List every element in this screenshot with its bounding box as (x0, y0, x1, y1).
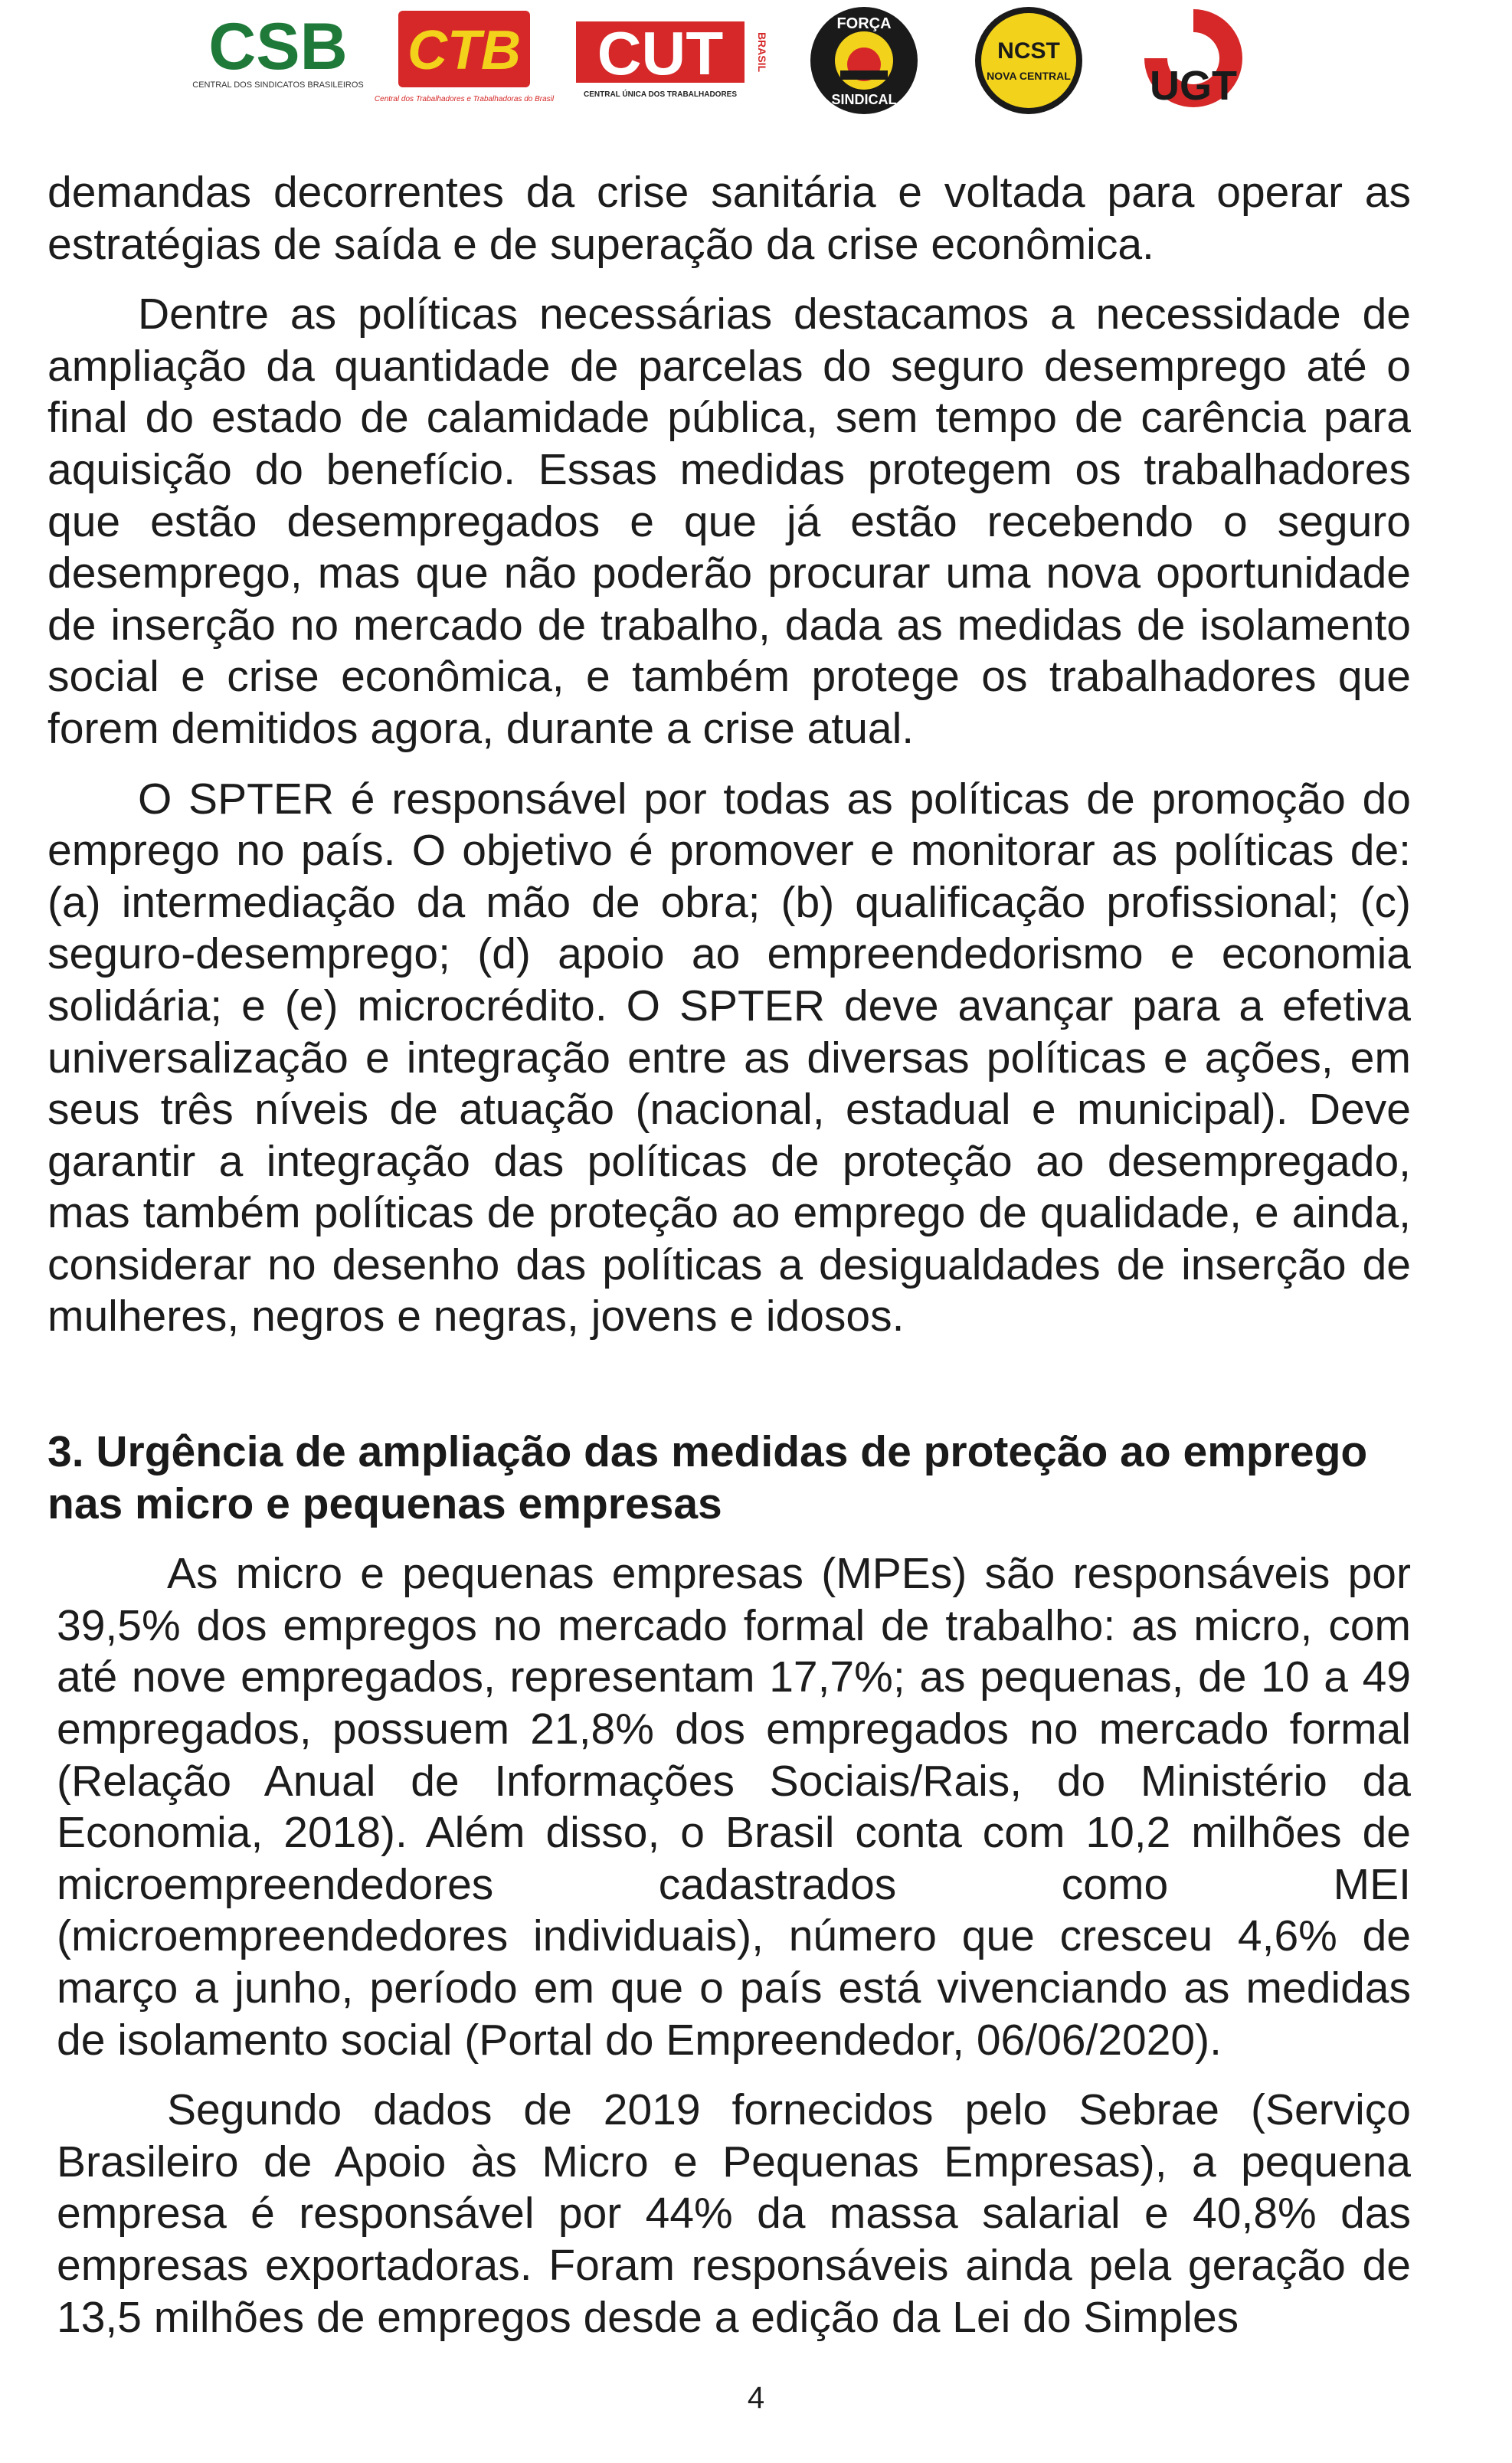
ugt-logo (1132, 5, 1255, 112)
forca-logo-top-text: FORÇA (836, 15, 892, 32)
ncst-logo-subtitle: NOVA CENTRAL (987, 70, 1071, 82)
ctb-logo-subtitle: Central dos Trabalhadores e Trabalhadoras do Brasil (374, 95, 555, 103)
csb-logo-subtitle: CENTRAL DOS SINDICATOS BRASILEIROS (192, 80, 364, 90)
csb-logo-text: CSB (208, 10, 348, 84)
ctb-logo (374, 9, 555, 116)
ncst-logo (971, 3, 1086, 118)
paragraph-seguro-desemprego: Dentre as políticas necessárias destacamos a necessidade de ampliação da quantidade de parcelas do seguro desemprego até o final do estado de calamidade pública, sem tempo de carência para aquisição do benefício. Essas medidas protegem os trabalhadores que estão desempregados e que já estão recebendo o seguro desemprego, mas que não poderão procurar uma nova oportunidade de inserção no mercado de trabalho, dada as medidas de isolamento social e crise econômica, e também protege os trabalhadores que forem demitidos agora, durante a crise atual. (47, 290, 1411, 753)
ctb-logo-text: CTB (407, 20, 521, 81)
forca-logo-bottom-text: SINDICAL (831, 92, 897, 107)
cut-logo (576, 17, 767, 109)
document-body (47, 167, 1411, 1343)
paragraph-spter: O SPTER é responsável por todas as políticas de promoção do emprego no país. O objetivo é promover e monitorar as políticas de: (a) intermediação da mão de obra; (b) qualificação profissional; (c) seguro-desemprego; (d) apoio ao empreendedorismo e economia solidária; e (e) microcrédito. O SPTER deve avançar para a efetiva universalização e integração entre as diversas políticas e ações, em seus três níveis de atuação (nacional, estadual e municipal). Deve garantir a integração das políticas de proteção ao desempregado, mas também políticas de proteção ao emprego de qualidade, e ainda, considerar no desenho das políticas a desigualdades de inserção de mulheres, negros e negras, jovens e idosos. (47, 774, 1411, 1341)
ncst-logo-text: NCST (997, 38, 1060, 64)
union-logos-header (0, 0, 1512, 130)
section-3 (47, 1426, 1411, 2343)
cut-logo-subtitle: CENTRAL ÚNICA DOS TRABALHADORES (584, 90, 737, 99)
forca-sindical-logo (807, 3, 921, 118)
cut-logo-side-text: BRASIL (756, 31, 768, 73)
cut-logo-text: CUT (597, 19, 724, 87)
ugt-logo-text: UGT (1150, 63, 1237, 109)
paragraph-sebrae: Segundo dados de 2019 fornecidos pelo Sebrae (Serviço Brasileiro de Apoio às Micro e Pequenas Empresas), a pequena empresa é responsável por 44% da massa salarial e 40,8% das empresas exportadoras. Foram responsáveis ainda pela geração de 13,5 milhões de empregos desde a edição da Lei do Simples (57, 2085, 1411, 2342)
section-heading: 3. Urgência de ampliação das medidas de proteção ao emprego nas micro e pequenas empresas (47, 1427, 1368, 1528)
csb-logo (192, 10, 364, 109)
page-number: 4 (747, 2381, 765, 2415)
paragraph-continuation: demandas decorrentes da crise sanitária e voltada para operar as estratégias de saída e de superação da crise econômica. (47, 168, 1411, 269)
paragraph-mpes: As micro e pequenas empresas (MPEs) são responsáveis por 39,5% dos empregos no mercado formal de trabalho: as micro, com até nove empregados, representam 17,7%; as pequenas, de 10 a 49 empregados, possuem 21,8% dos empregados no mercado formal (Relação Anual de Informações Sociais/Rais, do Ministério da Economia, 2018). Além disso, o Brasil conta com 10,2 milhões de microempreendedores cadastrados como MEI (microempreendedores individuais), número que cresceu 4,6% de março a junho, período em que o país está vivenciando as medidas de isolamento social (Portal do Empreendedor, 06/06/2020). (57, 1549, 1411, 2065)
